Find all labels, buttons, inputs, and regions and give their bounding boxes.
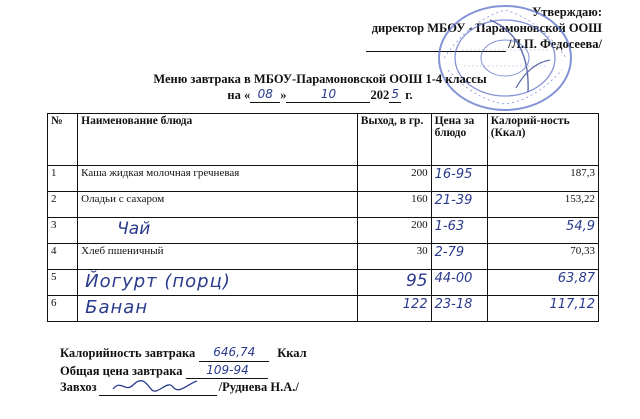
year-prefix: 202 [370,88,390,102]
dish-output: 122 [357,296,431,322]
dish-output: 30 [357,244,431,270]
price-total-label: Общая цена завтрака [60,363,183,378]
dish-name [78,270,358,296]
dish-calories: 63,87 [487,270,598,296]
calories-unit: Ккал [277,346,307,360]
dish-price: 21-39 [431,192,487,218]
dish-calories: 153,22 [487,192,598,218]
dish-price: 44-00 [431,270,487,296]
manager-label: Завхоз [60,380,97,394]
dish-output: 95 [357,270,431,296]
header-name: Наименование блюда [78,114,358,166]
footer-totals [60,344,307,396]
dish-name-handwritten: Чай [117,219,151,239]
row-number: 2 [48,192,78,218]
dish-output: 200 [357,218,431,244]
table-row [48,244,599,270]
signature-scribble [111,377,201,395]
date-prefix: на « [227,88,251,102]
dish-calories: 187,3 [487,166,598,192]
row-number: 4 [48,244,78,270]
approval-heading: Утверждаю: [532,5,602,19]
date-month: 10 [286,87,370,103]
manager-row [60,379,307,396]
menu-title-line: Меню завтрака в МБОУ-Парамоновской ООШ 1-4 классы [153,72,487,86]
dish-price: 1-63 [431,218,487,244]
dish-calories: 117,12 [487,296,598,322]
manager-signature [99,381,217,396]
calories-total-label: Калорийность завтрака [60,346,196,360]
date-mid: » [280,88,287,102]
table-header-row [48,114,599,166]
dish-name: Хлеб пшеничный [78,244,358,270]
row-number: 6 [48,296,78,322]
menu-title [0,72,640,103]
header-output: Выход, в гр. [357,114,431,166]
table-row [48,296,599,322]
calories-total-value: 646,74 [199,344,269,362]
dish-name-handwritten: Банан [85,297,149,318]
approval-position: директор МБОУ - Парамоновской ООШ [371,21,602,35]
dish-output: 200 [357,166,431,192]
manager-name: /Руднева Н.А./ [218,380,299,394]
menu-date [227,87,412,103]
header-price: Цена за блюдо [431,114,487,166]
dish-name [78,296,358,322]
table-row [48,192,599,218]
header-calories: Калорий-ность (Ккал) [487,114,598,166]
dish-name: Оладьи с сахаром [78,192,358,218]
dish-calories: 70,33 [487,244,598,270]
table-row [48,270,599,296]
row-number: 1 [48,166,78,192]
header-number: № [48,114,78,166]
dish-output: 160 [357,192,431,218]
calories-total-row [60,344,307,362]
price-total-value: 109-94 [186,362,268,380]
dish-price: 23-18 [431,296,487,322]
row-number: 3 [48,218,78,244]
dish-price: 16-95 [431,166,487,192]
dish-name [78,218,358,244]
date-day: 08 [250,87,280,103]
year-suffix: г. [405,88,413,102]
year-digit: 5 [389,87,401,103]
table-row [48,166,599,192]
row-number: 5 [48,270,78,296]
dish-name: Каша жидкая молочная гречневая [78,166,358,192]
dish-price: 2-79 [431,244,487,270]
menu-table [47,113,599,322]
approval-signer: /Л.П. Федосеева/ [508,37,602,51]
table-row [48,218,599,244]
dish-name-handwritten: Йогурт (порц) [85,271,231,292]
dish-calories: 54,9 [487,218,598,244]
